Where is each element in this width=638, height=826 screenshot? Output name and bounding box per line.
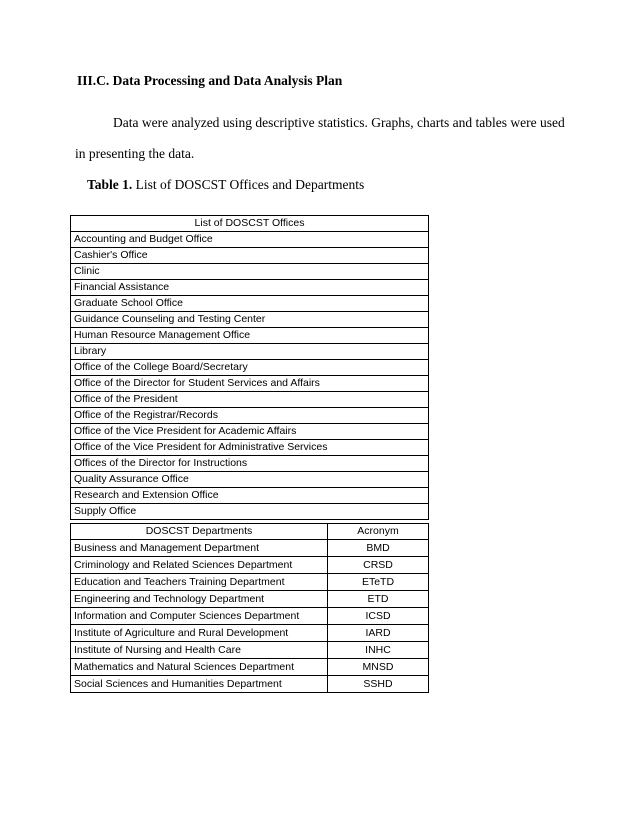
office-name-cell: Graduate School Office	[71, 296, 429, 312]
office-name-cell: Quality Assurance Office	[71, 472, 429, 488]
table-caption-text: List of DOSCST Offices and Departments	[132, 177, 365, 192]
table-row	[71, 488, 429, 504]
table-row	[71, 264, 429, 280]
department-acronym-cell: CRSD	[328, 557, 429, 574]
departments-table	[70, 523, 429, 693]
department-acronym-cell: SSHD	[328, 676, 429, 693]
paragraph-line-2: in presenting the data.	[75, 146, 195, 161]
department-acronym-cell: IARD	[328, 625, 429, 642]
department-name-cell: Institute of Agriculture and Rural Development	[71, 625, 328, 642]
department-name-cell: Information and Computer Sciences Department	[71, 608, 328, 625]
offices-table-header-row	[71, 216, 429, 232]
office-name-cell: Offices of the Director for Instructions	[71, 456, 429, 472]
table-row	[71, 456, 429, 472]
offices-table	[70, 215, 429, 520]
office-name-cell: Office of the Registrar/Records	[71, 408, 429, 424]
office-name-cell: Library	[71, 344, 429, 360]
department-name-cell: Education and Teachers Training Department	[71, 574, 328, 591]
department-acronym-cell: ICSD	[328, 608, 429, 625]
office-name-cell: Office of the Vice President for Administrative Services	[71, 440, 429, 456]
office-name-cell: Clinic	[71, 264, 429, 280]
section-heading: III.C. Data Processing and Data Analysis Plan	[77, 73, 343, 88]
office-name-cell: Financial Assistance	[71, 280, 429, 296]
table-row	[71, 392, 429, 408]
departments-header-name: DOSCST Departments	[71, 524, 328, 540]
department-name-cell: Business and Management Department	[71, 540, 328, 557]
table-row	[71, 676, 429, 693]
office-name-cell: Office of the College Board/Secretary	[71, 360, 429, 376]
table-row	[71, 540, 429, 557]
table-row	[71, 424, 429, 440]
table-row	[71, 625, 429, 642]
table-row	[71, 408, 429, 424]
department-name-cell: Engineering and Technology Department	[71, 591, 328, 608]
department-acronym-cell: ETD	[328, 591, 429, 608]
department-acronym-cell: MNSD	[328, 659, 429, 676]
office-name-cell: Guidance Counseling and Testing Center	[71, 312, 429, 328]
table-row	[71, 312, 429, 328]
department-acronym-cell: BMD	[328, 540, 429, 557]
table-row	[71, 591, 429, 608]
department-name-cell: Criminology and Related Sciences Department	[71, 557, 328, 574]
table-row	[71, 344, 429, 360]
department-name-cell: Mathematics and Natural Sciences Department	[71, 659, 328, 676]
office-name-cell: Human Resource Management Office	[71, 328, 429, 344]
paragraph-line-1: Data were analyzed using descriptive statistics. Graphs, charts and tables were used	[113, 115, 565, 130]
table-row	[71, 574, 429, 591]
office-name-cell: Cashier's Office	[71, 248, 429, 264]
office-name-cell: Office of the Vice President for Academic Affairs	[71, 424, 429, 440]
table-row	[71, 557, 429, 574]
table-row	[71, 608, 429, 625]
table-row	[71, 248, 429, 264]
table-row	[71, 504, 429, 520]
table-row	[71, 296, 429, 312]
table-row	[71, 232, 429, 248]
offices-table-header: List of DOSCST Offices	[71, 216, 429, 232]
departments-header-acronym: Acronym	[328, 524, 429, 540]
table-row	[71, 360, 429, 376]
table-row	[71, 659, 429, 676]
departments-table-header-row	[71, 524, 429, 540]
department-name-cell: Institute of Nursing and Health Care	[71, 642, 328, 659]
table-caption-label: Table 1.	[87, 177, 133, 192]
office-name-cell: Research and Extension Office	[71, 488, 429, 504]
table-row	[71, 642, 429, 659]
table-row	[71, 440, 429, 456]
table-row	[71, 328, 429, 344]
table-caption	[87, 177, 364, 193]
office-name-cell: Office of the Director for Student Services and Affairs	[71, 376, 429, 392]
office-name-cell: Supply Office	[71, 504, 429, 520]
table-row	[71, 376, 429, 392]
office-name-cell: Office of the President	[71, 392, 429, 408]
department-name-cell: Social Sciences and Humanities Department	[71, 676, 328, 693]
table-row	[71, 280, 429, 296]
office-name-cell: Accounting and Budget Office	[71, 232, 429, 248]
department-acronym-cell: ETeTD	[328, 574, 429, 591]
departments-table-body	[71, 540, 429, 693]
department-acronym-cell: INHC	[328, 642, 429, 659]
table-row	[71, 472, 429, 488]
offices-table-body	[71, 232, 429, 520]
